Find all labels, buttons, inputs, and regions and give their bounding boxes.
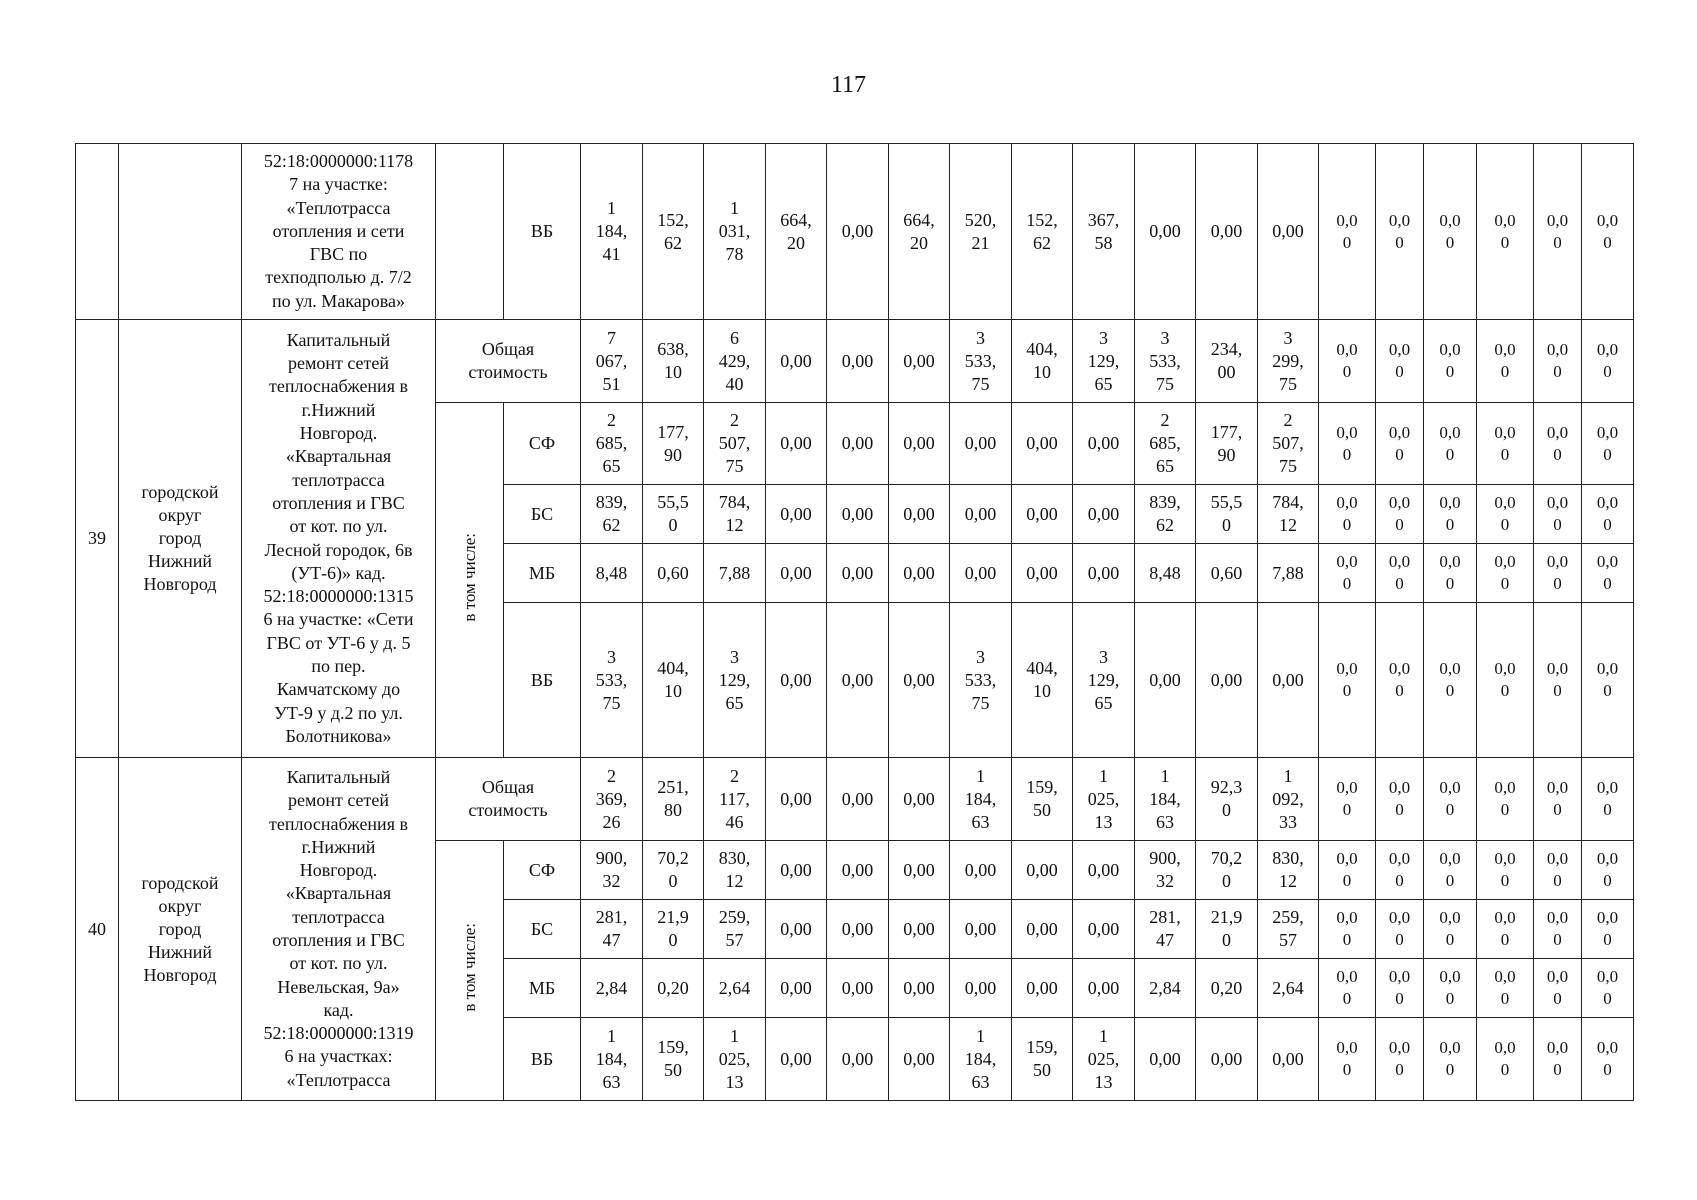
value-cell: 92,3 0: [1196, 758, 1258, 841]
value-cell: 0,00: [766, 403, 827, 485]
value-cell: 0,0 0: [1376, 144, 1424, 320]
value-cell: 0,00: [1012, 841, 1073, 900]
value-cell: 0,00: [766, 841, 827, 900]
value-cell: 830, 12: [704, 841, 766, 900]
value-cell: 0,00: [889, 1018, 950, 1101]
value-cell: 2 685, 65: [1135, 403, 1196, 485]
value-cell: 152, 62: [643, 144, 704, 320]
blank-cell: [436, 144, 504, 320]
value-cell: 0,0 0: [1582, 1018, 1634, 1101]
value-cell: 0,0 0: [1582, 403, 1634, 485]
value-cell: 0,00: [827, 758, 889, 841]
funding-source-label: МБ: [504, 544, 581, 603]
value-cell: 0,00: [1012, 544, 1073, 603]
value-cell: 159, 50: [1012, 1018, 1073, 1101]
value-cell: 0,0 0: [1424, 544, 1477, 603]
value-cell: 159, 50: [643, 1018, 704, 1101]
value-cell: 0,0 0: [1534, 544, 1582, 603]
value-cell: 0,0 0: [1534, 758, 1582, 841]
value-cell: 638, 10: [643, 320, 704, 403]
value-cell: 2,64: [1258, 959, 1319, 1018]
value-cell: 8,48: [1135, 544, 1196, 603]
value-cell: 0,00: [950, 485, 1012, 544]
value-cell: 0,0 0: [1534, 144, 1582, 320]
value-cell: 3 129, 65: [1073, 320, 1135, 403]
value-cell: 6 429, 40: [704, 320, 766, 403]
value-cell: 0,00: [1196, 1018, 1258, 1101]
page-number: 117: [830, 72, 867, 98]
value-cell: 0,0 0: [1319, 841, 1376, 900]
value-cell: 0,0 0: [1424, 320, 1477, 403]
row-number-cell: [76, 144, 119, 320]
value-cell: 0,0 0: [1424, 841, 1477, 900]
value-cell: 0,00: [889, 841, 950, 900]
value-cell: 0,0 0: [1424, 758, 1477, 841]
value-cell: 0,0 0: [1319, 603, 1376, 758]
value-cell: 0,0 0: [1534, 485, 1582, 544]
value-cell: 0,0 0: [1376, 758, 1424, 841]
value-cell: 0,00: [827, 603, 889, 758]
value-cell: 1 184, 63: [950, 1018, 1012, 1101]
value-cell: 0,0 0: [1376, 485, 1424, 544]
value-cell: 0,00: [1258, 603, 1319, 758]
value-cell: 0,00: [827, 900, 889, 959]
value-cell: 520, 21: [950, 144, 1012, 320]
value-cell: 0,0 0: [1424, 603, 1477, 758]
value-cell: 0,00: [1073, 403, 1135, 485]
value-cell: 0,0 0: [1534, 900, 1582, 959]
total-cost-label: Общая стоимость: [436, 320, 581, 403]
value-cell: 0,0 0: [1534, 320, 1582, 403]
value-cell: 0,00: [889, 403, 950, 485]
value-cell: 281, 47: [1135, 900, 1196, 959]
object-description-cell: Капитальный ремонт сетей теплоснабжения в г.Нижний Новгород. «Квартальная теплотрасса отопления и ГВС от кот. по ул. Невельская, 9а» кад. 52:18:0000000:1319 6 на участках: «Теплотрасса: [242, 758, 436, 1101]
value-cell: 0,00: [766, 603, 827, 758]
value-cell: 0,00: [950, 900, 1012, 959]
table-row: [76, 320, 1634, 403]
value-cell: 0,00: [889, 959, 950, 1018]
value-cell: 0,00: [1073, 900, 1135, 959]
value-cell: 251, 80: [643, 758, 704, 841]
value-cell: 0,0 0: [1582, 900, 1634, 959]
value-cell: 0,00: [1258, 144, 1319, 320]
value-cell: 0,00: [827, 1018, 889, 1101]
funding-source-label: БС: [504, 485, 581, 544]
value-cell: 0,00: [827, 403, 889, 485]
funding-source-label: БС: [504, 900, 581, 959]
value-cell: 0,0 0: [1582, 485, 1634, 544]
value-cell: 900, 32: [581, 841, 643, 900]
value-cell: 784, 12: [1258, 485, 1319, 544]
value-cell: 177, 90: [1196, 403, 1258, 485]
value-cell: 0,00: [889, 758, 950, 841]
value-cell: 3 533, 75: [950, 603, 1012, 758]
value-cell: 0,0 0: [1582, 841, 1634, 900]
value-cell: 0,00: [766, 758, 827, 841]
value-cell: 0,0 0: [1477, 841, 1534, 900]
value-cell: 0,00: [1073, 544, 1135, 603]
municipality-cell: городской округ город Нижний Новгород: [119, 758, 242, 1101]
value-cell: 70,2 0: [643, 841, 704, 900]
value-cell: 21,9 0: [1196, 900, 1258, 959]
value-cell: 0,0 0: [1477, 403, 1534, 485]
value-cell: 2 507, 75: [704, 403, 766, 485]
value-cell: 1 025, 13: [1073, 1018, 1135, 1101]
value-cell: 0,0 0: [1319, 900, 1376, 959]
value-cell: 900, 32: [1135, 841, 1196, 900]
value-cell: 0,0 0: [1582, 544, 1634, 603]
value-cell: 0,0 0: [1319, 959, 1376, 1018]
value-cell: 0,0 0: [1477, 603, 1534, 758]
value-cell: 55,5 0: [643, 485, 704, 544]
funding-source-label: МБ: [504, 959, 581, 1018]
value-cell: 1 031, 78: [704, 144, 766, 320]
value-cell: 404, 10: [643, 603, 704, 758]
row-number-cell: 39: [76, 320, 119, 758]
value-cell: 0,0 0: [1534, 603, 1582, 758]
value-cell: 2 685, 65: [581, 403, 643, 485]
value-cell: 8,48: [581, 544, 643, 603]
value-cell: 7,88: [704, 544, 766, 603]
value-cell: 3 129, 65: [704, 603, 766, 758]
value-cell: 0,00: [1135, 603, 1196, 758]
value-cell: 404, 10: [1012, 603, 1073, 758]
value-cell: 0,0 0: [1424, 144, 1477, 320]
value-cell: 0,0 0: [1477, 758, 1534, 841]
value-cell: 3 533, 75: [581, 603, 643, 758]
table-row: [76, 758, 1634, 841]
value-cell: 0,00: [950, 841, 1012, 900]
value-cell: 0,00: [1012, 900, 1073, 959]
value-cell: 0,00: [827, 320, 889, 403]
value-cell: 2,64: [704, 959, 766, 1018]
value-cell: 664, 20: [766, 144, 827, 320]
value-cell: 7,88: [1258, 544, 1319, 603]
value-cell: 0,00: [766, 900, 827, 959]
value-cell: 0,0 0: [1319, 144, 1376, 320]
value-cell: 0,20: [643, 959, 704, 1018]
row-number-cell: 40: [76, 758, 119, 1101]
value-cell: 0,00: [827, 144, 889, 320]
value-cell: 0,0 0: [1319, 320, 1376, 403]
value-cell: 0,00: [1012, 959, 1073, 1018]
value-cell: 0,00: [950, 403, 1012, 485]
value-cell: 0,0 0: [1319, 544, 1376, 603]
value-cell: 0,0 0: [1376, 603, 1424, 758]
value-cell: 0,0 0: [1376, 403, 1424, 485]
value-cell: 0,00: [766, 544, 827, 603]
value-cell: 3 129, 65: [1073, 603, 1135, 758]
value-cell: 0,0 0: [1477, 900, 1534, 959]
total-cost-label: Общая стоимость: [436, 758, 581, 841]
value-cell: 2 507, 75: [1258, 403, 1319, 485]
value-cell: 0,0 0: [1582, 959, 1634, 1018]
value-cell: 0,0 0: [1319, 758, 1376, 841]
value-cell: 0,0 0: [1376, 900, 1424, 959]
value-cell: 0,00: [766, 485, 827, 544]
value-cell: 1 184, 63: [950, 758, 1012, 841]
value-cell: 0,0 0: [1319, 403, 1376, 485]
value-cell: 784, 12: [704, 485, 766, 544]
value-cell: 839, 62: [1135, 485, 1196, 544]
value-cell: 0,0 0: [1477, 544, 1534, 603]
value-cell: 0,0 0: [1319, 485, 1376, 544]
value-cell: 0,00: [1012, 403, 1073, 485]
value-cell: 0,00: [1135, 1018, 1196, 1101]
value-cell: 281, 47: [581, 900, 643, 959]
value-cell: 0,00: [1073, 841, 1135, 900]
value-cell: 177, 90: [643, 403, 704, 485]
value-cell: 0,60: [1196, 544, 1258, 603]
value-cell: 1 184, 63: [1135, 758, 1196, 841]
value-cell: 0,00: [1073, 959, 1135, 1018]
value-cell: 0,0 0: [1424, 1018, 1477, 1101]
value-cell: 0,0 0: [1319, 1018, 1376, 1101]
table-row: [76, 144, 1634, 320]
value-cell: 1 025, 13: [704, 1018, 766, 1101]
value-cell: 0,00: [889, 544, 950, 603]
value-cell: 1 025, 13: [1073, 758, 1135, 841]
value-cell: 0,00: [889, 485, 950, 544]
funding-source-label: ВБ: [504, 144, 581, 320]
value-cell: 0,0 0: [1424, 403, 1477, 485]
value-cell: 0,0 0: [1582, 603, 1634, 758]
value-cell: 0,0 0: [1376, 1018, 1424, 1101]
value-cell: 664, 20: [889, 144, 950, 320]
value-cell: 3 533, 75: [1135, 320, 1196, 403]
value-cell: 152, 62: [1012, 144, 1073, 320]
value-cell: 0,0 0: [1424, 959, 1477, 1018]
funding-source-label: СФ: [504, 841, 581, 900]
value-cell: 0,00: [1258, 1018, 1319, 1101]
value-cell: 0,00: [1196, 144, 1258, 320]
including-label: в том числе:: [436, 841, 504, 1101]
value-cell: 0,0 0: [1582, 320, 1634, 403]
value-cell: 0,0 0: [1534, 403, 1582, 485]
value-cell: 0,00: [889, 900, 950, 959]
value-cell: 0,0 0: [1534, 959, 1582, 1018]
value-cell: 2,84: [581, 959, 643, 1018]
object-description-cell: Капитальный ремонт сетей теплоснабжения в г.Нижний Новгород. «Квартальная теплотрасса отопления и ГВС от кот. по ул. Лесной городок, 6в (УТ-6)» кад. 52:18:0000000:1315 6 на участке: «Сети ГВС от УТ-6 у д. 5 по пер. Камчатскому до УТ-9 у д.2 по ул. Болотникова»: [242, 320, 436, 758]
value-cell: 0,0 0: [1376, 959, 1424, 1018]
value-cell: 3 533, 75: [950, 320, 1012, 403]
value-cell: 0,00: [1012, 485, 1073, 544]
value-cell: 0,00: [766, 320, 827, 403]
municipality-cell: [119, 144, 242, 320]
value-cell: 0,0 0: [1534, 841, 1582, 900]
value-cell: 0,0 0: [1582, 144, 1634, 320]
value-cell: 0,00: [889, 603, 950, 758]
value-cell: 234, 00: [1196, 320, 1258, 403]
value-cell: 0,0 0: [1477, 959, 1534, 1018]
value-cell: 70,2 0: [1196, 841, 1258, 900]
value-cell: 3 299, 75: [1258, 320, 1319, 403]
value-cell: 0,0 0: [1477, 144, 1534, 320]
value-cell: 1 184, 63: [581, 1018, 643, 1101]
value-cell: 0,00: [827, 485, 889, 544]
value-cell: 0,00: [827, 841, 889, 900]
value-cell: 0,20: [1196, 959, 1258, 1018]
value-cell: 1 092, 33: [1258, 758, 1319, 841]
value-cell: 0,00: [1073, 485, 1135, 544]
value-cell: 0,00: [827, 959, 889, 1018]
financing-table: [75, 143, 1634, 1101]
funding-source-label: ВБ: [504, 603, 581, 758]
value-cell: 0,0 0: [1477, 485, 1534, 544]
value-cell: 0,00: [1196, 603, 1258, 758]
value-cell: 0,00: [889, 320, 950, 403]
value-cell: 0,00: [766, 959, 827, 1018]
value-cell: 0,0 0: [1376, 320, 1424, 403]
value-cell: 1 184, 41: [581, 144, 643, 320]
value-cell: 259, 57: [704, 900, 766, 959]
including-label: в том числе:: [436, 403, 504, 758]
value-cell: 21,9 0: [643, 900, 704, 959]
value-cell: 0,0 0: [1424, 485, 1477, 544]
value-cell: 0,00: [766, 1018, 827, 1101]
value-cell: 0,00: [827, 544, 889, 603]
funding-source-label: СФ: [504, 403, 581, 485]
value-cell: 0,0 0: [1424, 900, 1477, 959]
value-cell: 839, 62: [581, 485, 643, 544]
value-cell: 2 117, 46: [704, 758, 766, 841]
value-cell: 0,0 0: [1534, 1018, 1582, 1101]
value-cell: 2 369, 26: [581, 758, 643, 841]
value-cell: 0,0 0: [1376, 841, 1424, 900]
value-cell: 404, 10: [1012, 320, 1073, 403]
value-cell: 259, 57: [1258, 900, 1319, 959]
value-cell: 0,00: [950, 959, 1012, 1018]
value-cell: 830, 12: [1258, 841, 1319, 900]
value-cell: 7 067, 51: [581, 320, 643, 403]
value-cell: 2,84: [1135, 959, 1196, 1018]
value-cell: 0,60: [643, 544, 704, 603]
value-cell: 0,00: [1135, 144, 1196, 320]
value-cell: 159, 50: [1012, 758, 1073, 841]
object-description-cell: 52:18:0000000:1178 7 на участке: «Теплотрасса отопления и сети ГВС по техподполью д. 7/2 по ул. Макарова»: [242, 144, 436, 320]
value-cell: 0,0 0: [1477, 320, 1534, 403]
municipality-cell: городской округ город Нижний Новгород: [119, 320, 242, 758]
value-cell: 55,5 0: [1196, 485, 1258, 544]
value-cell: 0,0 0: [1376, 544, 1424, 603]
funding-source-label: ВБ: [504, 1018, 581, 1101]
value-cell: 367, 58: [1073, 144, 1135, 320]
value-cell: 0,0 0: [1477, 1018, 1534, 1101]
value-cell: 0,0 0: [1582, 758, 1634, 841]
value-cell: 0,00: [950, 544, 1012, 603]
